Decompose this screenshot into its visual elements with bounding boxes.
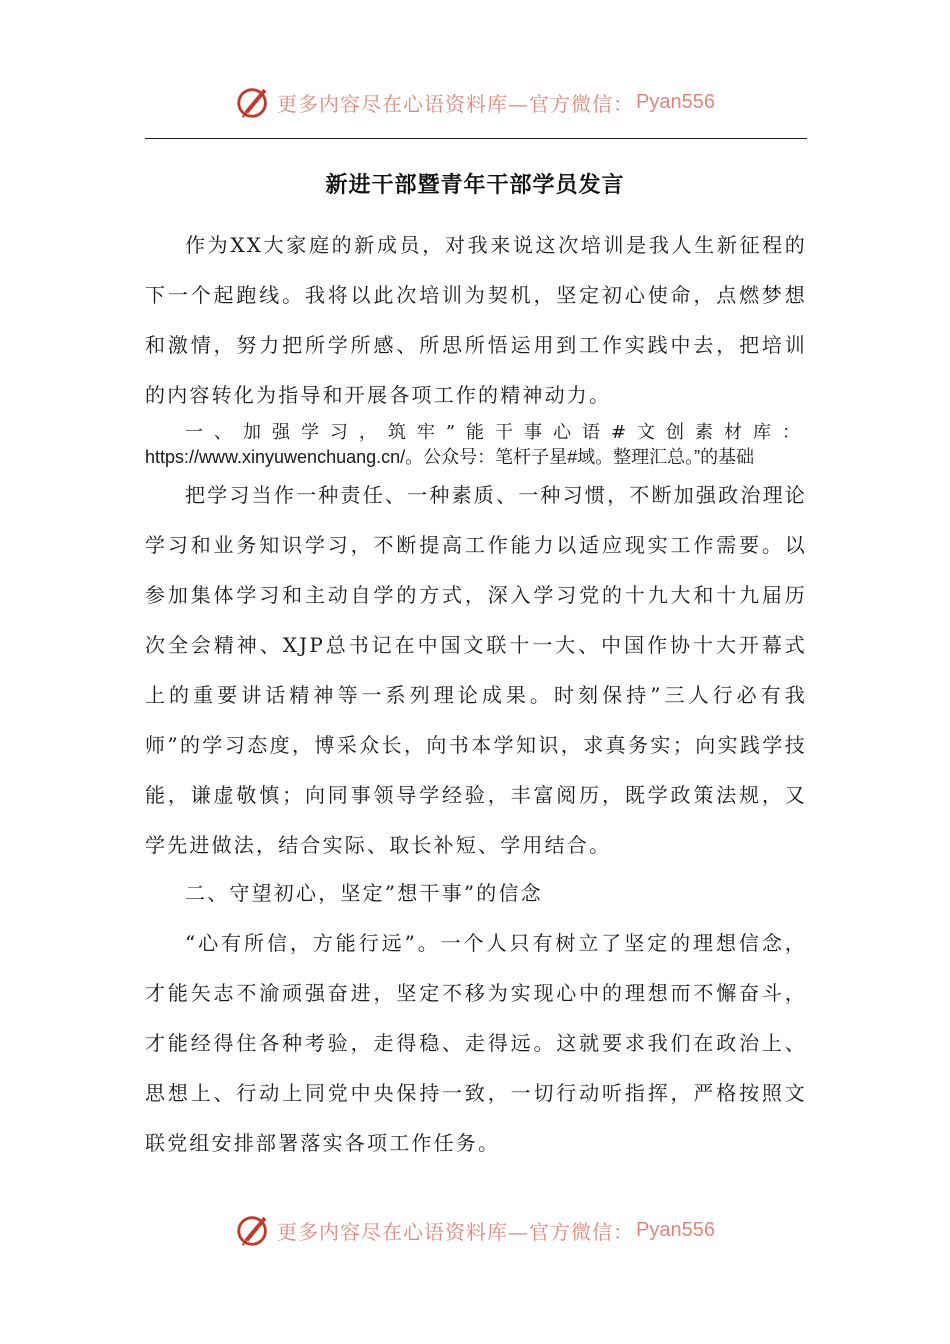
header-rule	[145, 138, 807, 139]
banner-wechat-id: Pyan556	[636, 90, 715, 113]
banner-wechat-id: Pyan556	[636, 1218, 715, 1241]
section-heading-1-part-b: https://www.xinyuwenchuang.cn/。公众号：笔杆子星#域。整理汇总。”的基础	[145, 447, 755, 467]
document-title: 新进干部暨青年干部学员发言	[325, 172, 625, 198]
header-banner	[0, 82, 950, 122]
intro-paragraph: 作为XX大家庭的新成员，对我来说这次培训是我人生新征程的下一个起跑线。我将以此次培训为契机，坚定初心使命，点燃梦想和激情，努力把所学所感、所思所悟运用到工作实践中去，把培训的内容转化为指导和开展各项工作的精神动力。	[145, 233, 807, 407]
footer-banner	[0, 1210, 950, 1250]
section-heading-1	[145, 420, 807, 470]
banner-text: 更多内容尽在心语资料库—官方微信：	[277, 91, 635, 116]
section-heading-1-part-a: 一、加强学习，筑牢”能干事心语#文创素材库：	[185, 422, 807, 443]
quill-logo-icon	[235, 1211, 273, 1249]
banner-text: 更多内容尽在心语资料库—官方微信：	[277, 1219, 635, 1244]
section-2-paragraph: “心有所信，方能行远”。一个人只有树立了坚定的理想信念，才能矢志不渝顽强奋进，坚定不移为实现心中的理想而不懈奋斗，才能经得住各种考验，走得稳、走得远。这就要求我们在政治上、思想上、行动上同党中央保持一致，一切行动听指挥，严格按照文联党组安排部署落实各项工作任务。	[145, 931, 807, 1155]
section-1-paragraph: 把学习当作一种责任、一种素质、一种习惯，不断加强政治理论学习和业务知识学习，不断提高工作能力以适应现实工作需要。以参加集体学习和主动自学的方式，深入学习党的十九大和十九届历次全会精神、XJP总书记在中国文联十一大、中国作协十大开幕式上的重要讲话精神等一系列理论成果。时刻保持”三人行必有我师”的学习态度，博采众长，向书本学知识，求真务实；向实践学技能，谦虚敬慎；向同事领导学经验，丰富阅历，既学政策法规，又学先进做法，结合实际、取长补短、学用结合。	[145, 483, 807, 857]
quill-logo-icon	[235, 83, 273, 121]
section-heading-2: 二、守望初心，坚定”想干事”的信念	[185, 881, 543, 905]
